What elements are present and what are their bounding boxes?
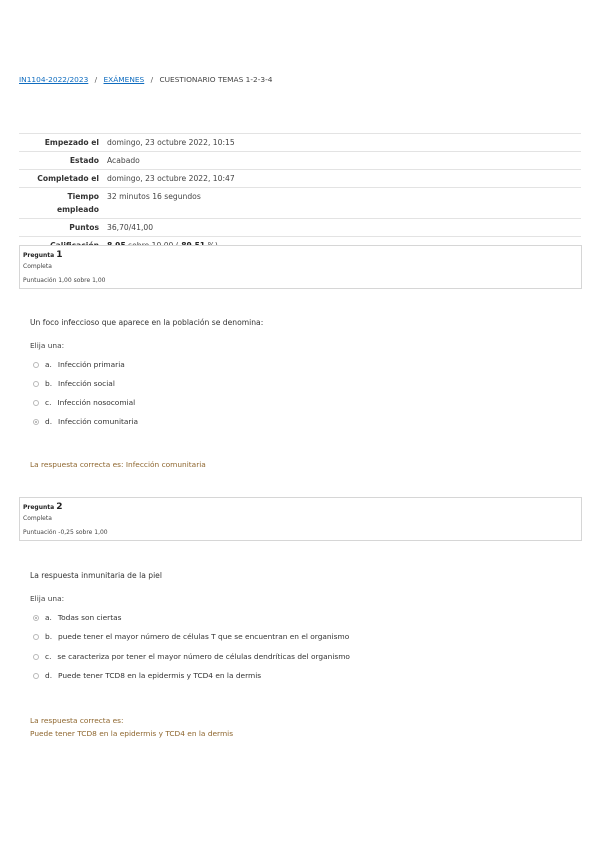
question-1-option-a[interactable]	[33, 360, 125, 369]
breadcrumb-separator: /	[150, 75, 154, 84]
feedback-answer: Puede tener TCD8 en la epidermis y TCD4 en la dermis	[30, 729, 234, 738]
breadcrumb-section-link[interactable]: EXÁMENES	[103, 75, 145, 84]
summary-row	[19, 170, 581, 188]
summary-value: 36,70/41,00	[103, 219, 581, 237]
radio-button[interactable]	[33, 362, 39, 368]
summary-label: Puntos	[19, 219, 103, 237]
question-prefix: Pregunta	[23, 504, 55, 511]
question-2-text: La respuesta inmunitaria de la piel	[30, 571, 162, 580]
option-letter: a.	[45, 613, 52, 622]
option-letter: a.	[45, 360, 52, 369]
breadcrumb-separator: /	[94, 75, 98, 84]
breadcrumb	[19, 75, 272, 84]
question-prefix: Pregunta	[23, 252, 55, 259]
breadcrumb-current: CUESTIONARIO TEMAS 1-2-3-4	[159, 75, 273, 84]
option-letter: b.	[45, 632, 53, 641]
attempt-summary-table	[19, 133, 581, 255]
question-2-option-a[interactable]	[33, 613, 121, 622]
option-text: Infección social	[58, 379, 115, 388]
question-1-option-d[interactable]	[33, 417, 138, 426]
option-letter: d.	[45, 671, 53, 680]
question-1-text: Un foco infeccioso que aparece en la población se denomina:	[30, 318, 264, 327]
question-mark: Puntuación 1,00 sobre 1,00	[23, 277, 106, 284]
question-number	[20, 498, 581, 512]
question-mark: Puntuación -0,25 sobre 1,00	[23, 529, 108, 536]
summary-row	[19, 219, 581, 237]
summary-value: Acabado	[103, 152, 581, 170]
question-1-option-b[interactable]	[33, 379, 115, 388]
option-text: se caracteriza por tener el mayor número de células dendríticas del organismo	[57, 652, 350, 661]
question-2-prompt: Elija una:	[30, 594, 65, 603]
radio-button-selected[interactable]	[33, 419, 39, 425]
option-text: Todas son ciertas	[57, 613, 122, 622]
summary-value: domingo, 23 octubre 2022, 10:47	[103, 170, 581, 188]
summary-row	[19, 152, 581, 170]
summary-label: Completado el	[19, 170, 103, 188]
option-text: Infección nosocomial	[57, 398, 136, 407]
breadcrumb-course-link[interactable]: IN1104-2022/2023	[19, 75, 89, 84]
feedback-answer: Infección comunitaria	[125, 460, 206, 469]
summary-label: Empezado el	[19, 134, 103, 152]
question-1-option-c[interactable]	[33, 398, 135, 407]
question-num: 1	[56, 250, 63, 260]
question-1-feedback	[30, 458, 206, 471]
question-2-feedback	[30, 714, 233, 740]
option-text: Infección comunitaria	[58, 417, 139, 426]
feedback-label: La respuesta correcta es:	[30, 716, 124, 725]
question-num: 2	[56, 502, 63, 512]
question-2-option-d[interactable]	[33, 671, 261, 680]
radio-button-selected[interactable]	[33, 615, 39, 621]
radio-button[interactable]	[33, 400, 39, 406]
radio-button[interactable]	[33, 654, 39, 660]
summary-label: Estado	[19, 152, 103, 170]
option-text: Infección primaria	[57, 360, 125, 369]
option-letter: b.	[45, 379, 53, 388]
summary-row	[19, 188, 581, 219]
question-state: Completa	[23, 515, 52, 522]
question-state: Completa	[23, 263, 52, 270]
question-1-info	[19, 245, 582, 289]
option-text: puede tener el mayor número de células T que se encuentran en el organismo	[58, 632, 350, 641]
feedback-label: La respuesta correcta es:	[30, 460, 124, 469]
option-letter: d.	[45, 417, 53, 426]
option-letter: c.	[45, 398, 52, 407]
question-2-option-b[interactable]	[33, 632, 349, 641]
radio-button[interactable]	[33, 673, 39, 679]
question-1-prompt: Elija una:	[30, 341, 65, 350]
radio-button[interactable]	[33, 634, 39, 640]
radio-button[interactable]	[33, 381, 39, 387]
option-letter: c.	[45, 652, 52, 661]
summary-label: Tiempo empleado	[19, 188, 103, 219]
question-2-info	[19, 497, 582, 541]
summary-value: 32 minutos 16 segundos	[103, 188, 581, 219]
question-2-option-c[interactable]	[33, 652, 350, 661]
question-number	[20, 246, 581, 260]
summary-value: domingo, 23 octubre 2022, 10:15	[103, 134, 581, 152]
option-text: Puede tener TCD8 en la epidermis y TCD4 en la dermis	[58, 671, 262, 680]
summary-row	[19, 134, 581, 152]
